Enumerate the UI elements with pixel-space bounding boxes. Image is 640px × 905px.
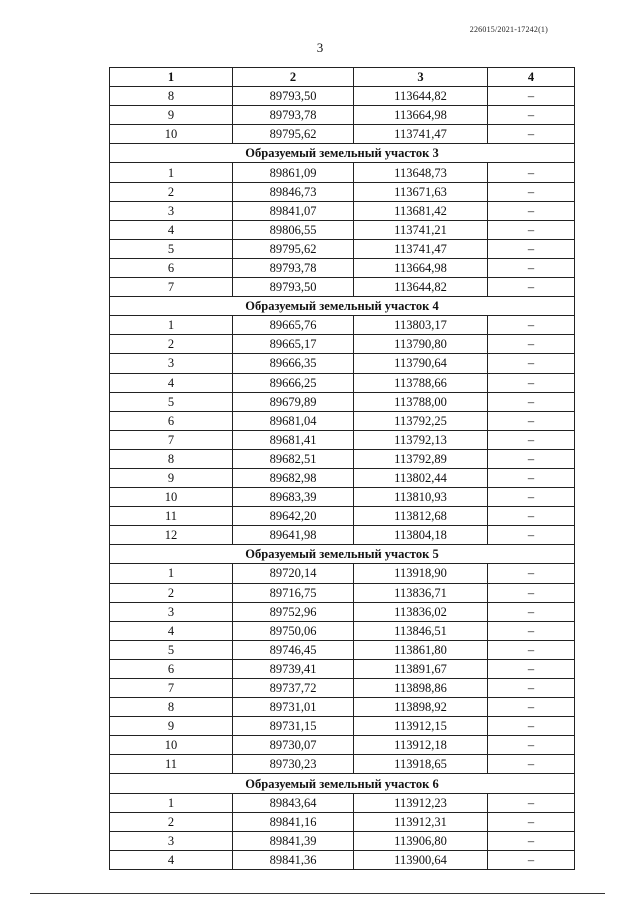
y-coordinate-cell: 113788,66 (354, 373, 488, 392)
note-cell: – (488, 354, 575, 373)
table-row (110, 640, 575, 659)
x-coordinate-cell: 89731,01 (233, 698, 354, 717)
x-coordinate-cell: 89841,07 (233, 201, 354, 220)
x-coordinate-cell: 89739,41 (233, 659, 354, 678)
table-row (110, 278, 575, 297)
table-row (110, 411, 575, 430)
y-coordinate-cell: 113900,64 (354, 850, 488, 869)
x-coordinate-cell: 89793,78 (233, 106, 354, 125)
point-number-cell: 2 (110, 812, 233, 831)
x-coordinate-cell: 89682,98 (233, 468, 354, 487)
table-row (110, 621, 575, 640)
table-row (110, 316, 575, 335)
y-coordinate-cell: 113891,67 (354, 659, 488, 678)
point-number-cell: 6 (110, 258, 233, 277)
y-coordinate-cell: 113741,21 (354, 220, 488, 239)
x-coordinate-cell: 89793,50 (233, 87, 354, 106)
note-cell: – (488, 106, 575, 125)
y-coordinate-cell: 113836,02 (354, 602, 488, 621)
note-cell: – (488, 220, 575, 239)
point-number-cell: 1 (110, 316, 233, 335)
y-coordinate-cell: 113804,18 (354, 526, 488, 545)
x-coordinate-cell: 89665,17 (233, 335, 354, 354)
note-cell: – (488, 278, 575, 297)
coordinates-table-container (109, 67, 574, 870)
point-number-cell: 3 (110, 201, 233, 220)
point-number-cell: 8 (110, 698, 233, 717)
point-number-cell: 5 (110, 392, 233, 411)
table-row (110, 201, 575, 220)
point-number-cell: 1 (110, 564, 233, 583)
point-number-cell: 8 (110, 449, 233, 468)
note-cell: – (488, 755, 575, 774)
y-coordinate-cell: 113812,68 (354, 507, 488, 526)
table-row (110, 335, 575, 354)
table-row (110, 87, 575, 106)
table-row (110, 507, 575, 526)
x-coordinate-cell: 89793,78 (233, 258, 354, 277)
y-coordinate-cell: 113803,17 (354, 316, 488, 335)
point-number-cell: 5 (110, 640, 233, 659)
point-number-cell: 2 (110, 335, 233, 354)
y-coordinate-cell: 113790,64 (354, 354, 488, 373)
note-cell: – (488, 621, 575, 640)
table-row (110, 831, 575, 850)
y-coordinate-cell: 113792,25 (354, 411, 488, 430)
note-cell: – (488, 392, 575, 411)
note-cell: – (488, 659, 575, 678)
y-coordinate-cell: 113790,80 (354, 335, 488, 354)
table-row (110, 736, 575, 755)
note-cell: – (488, 411, 575, 430)
section-header-row (110, 545, 575, 564)
section-header-row (110, 297, 575, 316)
table-row (110, 659, 575, 678)
coordinates-table (109, 67, 575, 870)
point-number-cell: 10 (110, 125, 233, 144)
point-number-cell: 7 (110, 679, 233, 698)
note-cell: – (488, 602, 575, 621)
section-title: Образуемый земельный участок 3 (110, 144, 575, 163)
x-coordinate-cell: 89716,75 (233, 583, 354, 602)
point-number-cell: 1 (110, 163, 233, 182)
x-coordinate-cell: 89666,35 (233, 354, 354, 373)
note-cell: – (488, 201, 575, 220)
point-number-cell: 11 (110, 507, 233, 526)
point-number-cell: 11 (110, 755, 233, 774)
table-row (110, 717, 575, 736)
table-row (110, 698, 575, 717)
y-coordinate-cell: 113836,71 (354, 583, 488, 602)
table-row (110, 106, 575, 125)
x-coordinate-cell: 89681,04 (233, 411, 354, 430)
point-number-cell: 9 (110, 717, 233, 736)
table-row (110, 392, 575, 411)
table-row (110, 373, 575, 392)
note-cell: – (488, 335, 575, 354)
point-number-cell: 1 (110, 793, 233, 812)
y-coordinate-cell: 113898,92 (354, 698, 488, 717)
x-coordinate-cell: 89679,89 (233, 392, 354, 411)
point-number-cell: 9 (110, 106, 233, 125)
table-row (110, 125, 575, 144)
table-header-row (110, 68, 575, 87)
x-coordinate-cell: 89806,55 (233, 220, 354, 239)
section-title: Образуемый земельный участок 6 (110, 774, 575, 793)
note-cell: – (488, 87, 575, 106)
point-number-cell: 7 (110, 278, 233, 297)
point-number-cell: 3 (110, 602, 233, 621)
x-coordinate-cell: 89841,39 (233, 831, 354, 850)
table-row (110, 220, 575, 239)
y-coordinate-cell: 113741,47 (354, 239, 488, 258)
point-number-cell: 4 (110, 621, 233, 640)
y-coordinate-cell: 113792,13 (354, 430, 488, 449)
x-coordinate-cell: 89795,62 (233, 125, 354, 144)
table-row (110, 354, 575, 373)
y-coordinate-cell: 113918,65 (354, 755, 488, 774)
note-cell: – (488, 373, 575, 392)
table-row (110, 793, 575, 812)
note-cell: – (488, 812, 575, 831)
point-number-cell: 10 (110, 736, 233, 755)
x-coordinate-cell: 89683,39 (233, 488, 354, 507)
note-cell: – (488, 125, 575, 144)
note-cell: – (488, 850, 575, 869)
note-cell: – (488, 831, 575, 850)
point-number-cell: 2 (110, 182, 233, 201)
table-row (110, 488, 575, 507)
y-coordinate-cell: 113918,90 (354, 564, 488, 583)
y-coordinate-cell: 113664,98 (354, 106, 488, 125)
y-coordinate-cell: 113810,93 (354, 488, 488, 507)
y-coordinate-cell: 113648,73 (354, 163, 488, 182)
table-row (110, 163, 575, 182)
x-coordinate-cell: 89641,98 (233, 526, 354, 545)
header-col-4: 4 (488, 68, 575, 87)
table-row (110, 526, 575, 545)
point-number-cell: 12 (110, 526, 233, 545)
x-coordinate-cell: 89746,45 (233, 640, 354, 659)
x-coordinate-cell: 89846,73 (233, 182, 354, 201)
point-number-cell: 5 (110, 239, 233, 258)
point-number-cell: 4 (110, 373, 233, 392)
x-coordinate-cell: 89795,62 (233, 239, 354, 258)
x-coordinate-cell: 89731,15 (233, 717, 354, 736)
point-number-cell: 4 (110, 850, 233, 869)
table-row (110, 430, 575, 449)
x-coordinate-cell: 89861,09 (233, 163, 354, 182)
point-number-cell: 6 (110, 659, 233, 678)
x-coordinate-cell: 89730,23 (233, 755, 354, 774)
x-coordinate-cell: 89793,50 (233, 278, 354, 297)
x-coordinate-cell: 89681,41 (233, 430, 354, 449)
header-col-2: 2 (233, 68, 354, 87)
table-row (110, 583, 575, 602)
note-cell: – (488, 640, 575, 659)
note-cell: – (488, 488, 575, 507)
note-cell: – (488, 736, 575, 755)
section-header-row (110, 774, 575, 793)
note-cell: – (488, 316, 575, 335)
y-coordinate-cell: 113644,82 (354, 87, 488, 106)
point-number-cell: 3 (110, 354, 233, 373)
y-coordinate-cell: 113912,15 (354, 717, 488, 736)
y-coordinate-cell: 113802,44 (354, 468, 488, 487)
note-cell: – (488, 430, 575, 449)
y-coordinate-cell: 113741,47 (354, 125, 488, 144)
page-number: 3 (316, 40, 324, 55)
table-row (110, 755, 575, 774)
page-bottom-rule (30, 893, 605, 894)
y-coordinate-cell: 113681,42 (354, 201, 488, 220)
section-header-row (110, 144, 575, 163)
y-coordinate-cell: 113664,98 (354, 258, 488, 277)
x-coordinate-cell: 89642,20 (233, 507, 354, 526)
note-cell: – (488, 258, 575, 277)
x-coordinate-cell: 89720,14 (233, 564, 354, 583)
y-coordinate-cell: 113644,82 (354, 278, 488, 297)
y-coordinate-cell: 113906,80 (354, 831, 488, 850)
y-coordinate-cell: 113912,31 (354, 812, 488, 831)
y-coordinate-cell: 113792,89 (354, 449, 488, 468)
table-row (110, 679, 575, 698)
table-row (110, 449, 575, 468)
x-coordinate-cell: 89666,25 (233, 373, 354, 392)
y-coordinate-cell: 113912,18 (354, 736, 488, 755)
x-coordinate-cell: 89665,76 (233, 316, 354, 335)
y-coordinate-cell: 113912,23 (354, 793, 488, 812)
note-cell: – (488, 679, 575, 698)
table-row (110, 258, 575, 277)
point-number-cell: 10 (110, 488, 233, 507)
x-coordinate-cell: 89737,72 (233, 679, 354, 698)
x-coordinate-cell: 89752,96 (233, 602, 354, 621)
y-coordinate-cell: 113671,63 (354, 182, 488, 201)
y-coordinate-cell: 113788,00 (354, 392, 488, 411)
table-row (110, 564, 575, 583)
table-body (110, 87, 575, 870)
table-row (110, 239, 575, 258)
note-cell: – (488, 526, 575, 545)
note-cell: – (488, 793, 575, 812)
note-cell: – (488, 163, 575, 182)
note-cell: – (488, 564, 575, 583)
point-number-cell: 3 (110, 831, 233, 850)
note-cell: – (488, 239, 575, 258)
point-number-cell: 8 (110, 87, 233, 106)
note-cell: – (488, 698, 575, 717)
x-coordinate-cell: 89750,06 (233, 621, 354, 640)
document-id: 226015/2021-17242(1) (469, 25, 548, 34)
header-col-1: 1 (110, 68, 233, 87)
note-cell: – (488, 507, 575, 526)
section-title: Образуемый земельный участок 4 (110, 297, 575, 316)
note-cell: – (488, 583, 575, 602)
note-cell: – (488, 449, 575, 468)
point-number-cell: 4 (110, 220, 233, 239)
section-title: Образуемый земельный участок 5 (110, 545, 575, 564)
y-coordinate-cell: 113846,51 (354, 621, 488, 640)
x-coordinate-cell: 89682,51 (233, 449, 354, 468)
y-coordinate-cell: 113861,80 (354, 640, 488, 659)
header-col-3: 3 (354, 68, 488, 87)
note-cell: – (488, 182, 575, 201)
point-number-cell: 6 (110, 411, 233, 430)
table-row (110, 468, 575, 487)
table-row (110, 602, 575, 621)
x-coordinate-cell: 89843,64 (233, 793, 354, 812)
note-cell: – (488, 717, 575, 736)
point-number-cell: 9 (110, 468, 233, 487)
x-coordinate-cell: 89841,16 (233, 812, 354, 831)
y-coordinate-cell: 113898,86 (354, 679, 488, 698)
table-row (110, 182, 575, 201)
point-number-cell: 7 (110, 430, 233, 449)
x-coordinate-cell: 89730,07 (233, 736, 354, 755)
x-coordinate-cell: 89841,36 (233, 850, 354, 869)
note-cell: – (488, 468, 575, 487)
table-row (110, 812, 575, 831)
table-row (110, 850, 575, 869)
point-number-cell: 2 (110, 583, 233, 602)
